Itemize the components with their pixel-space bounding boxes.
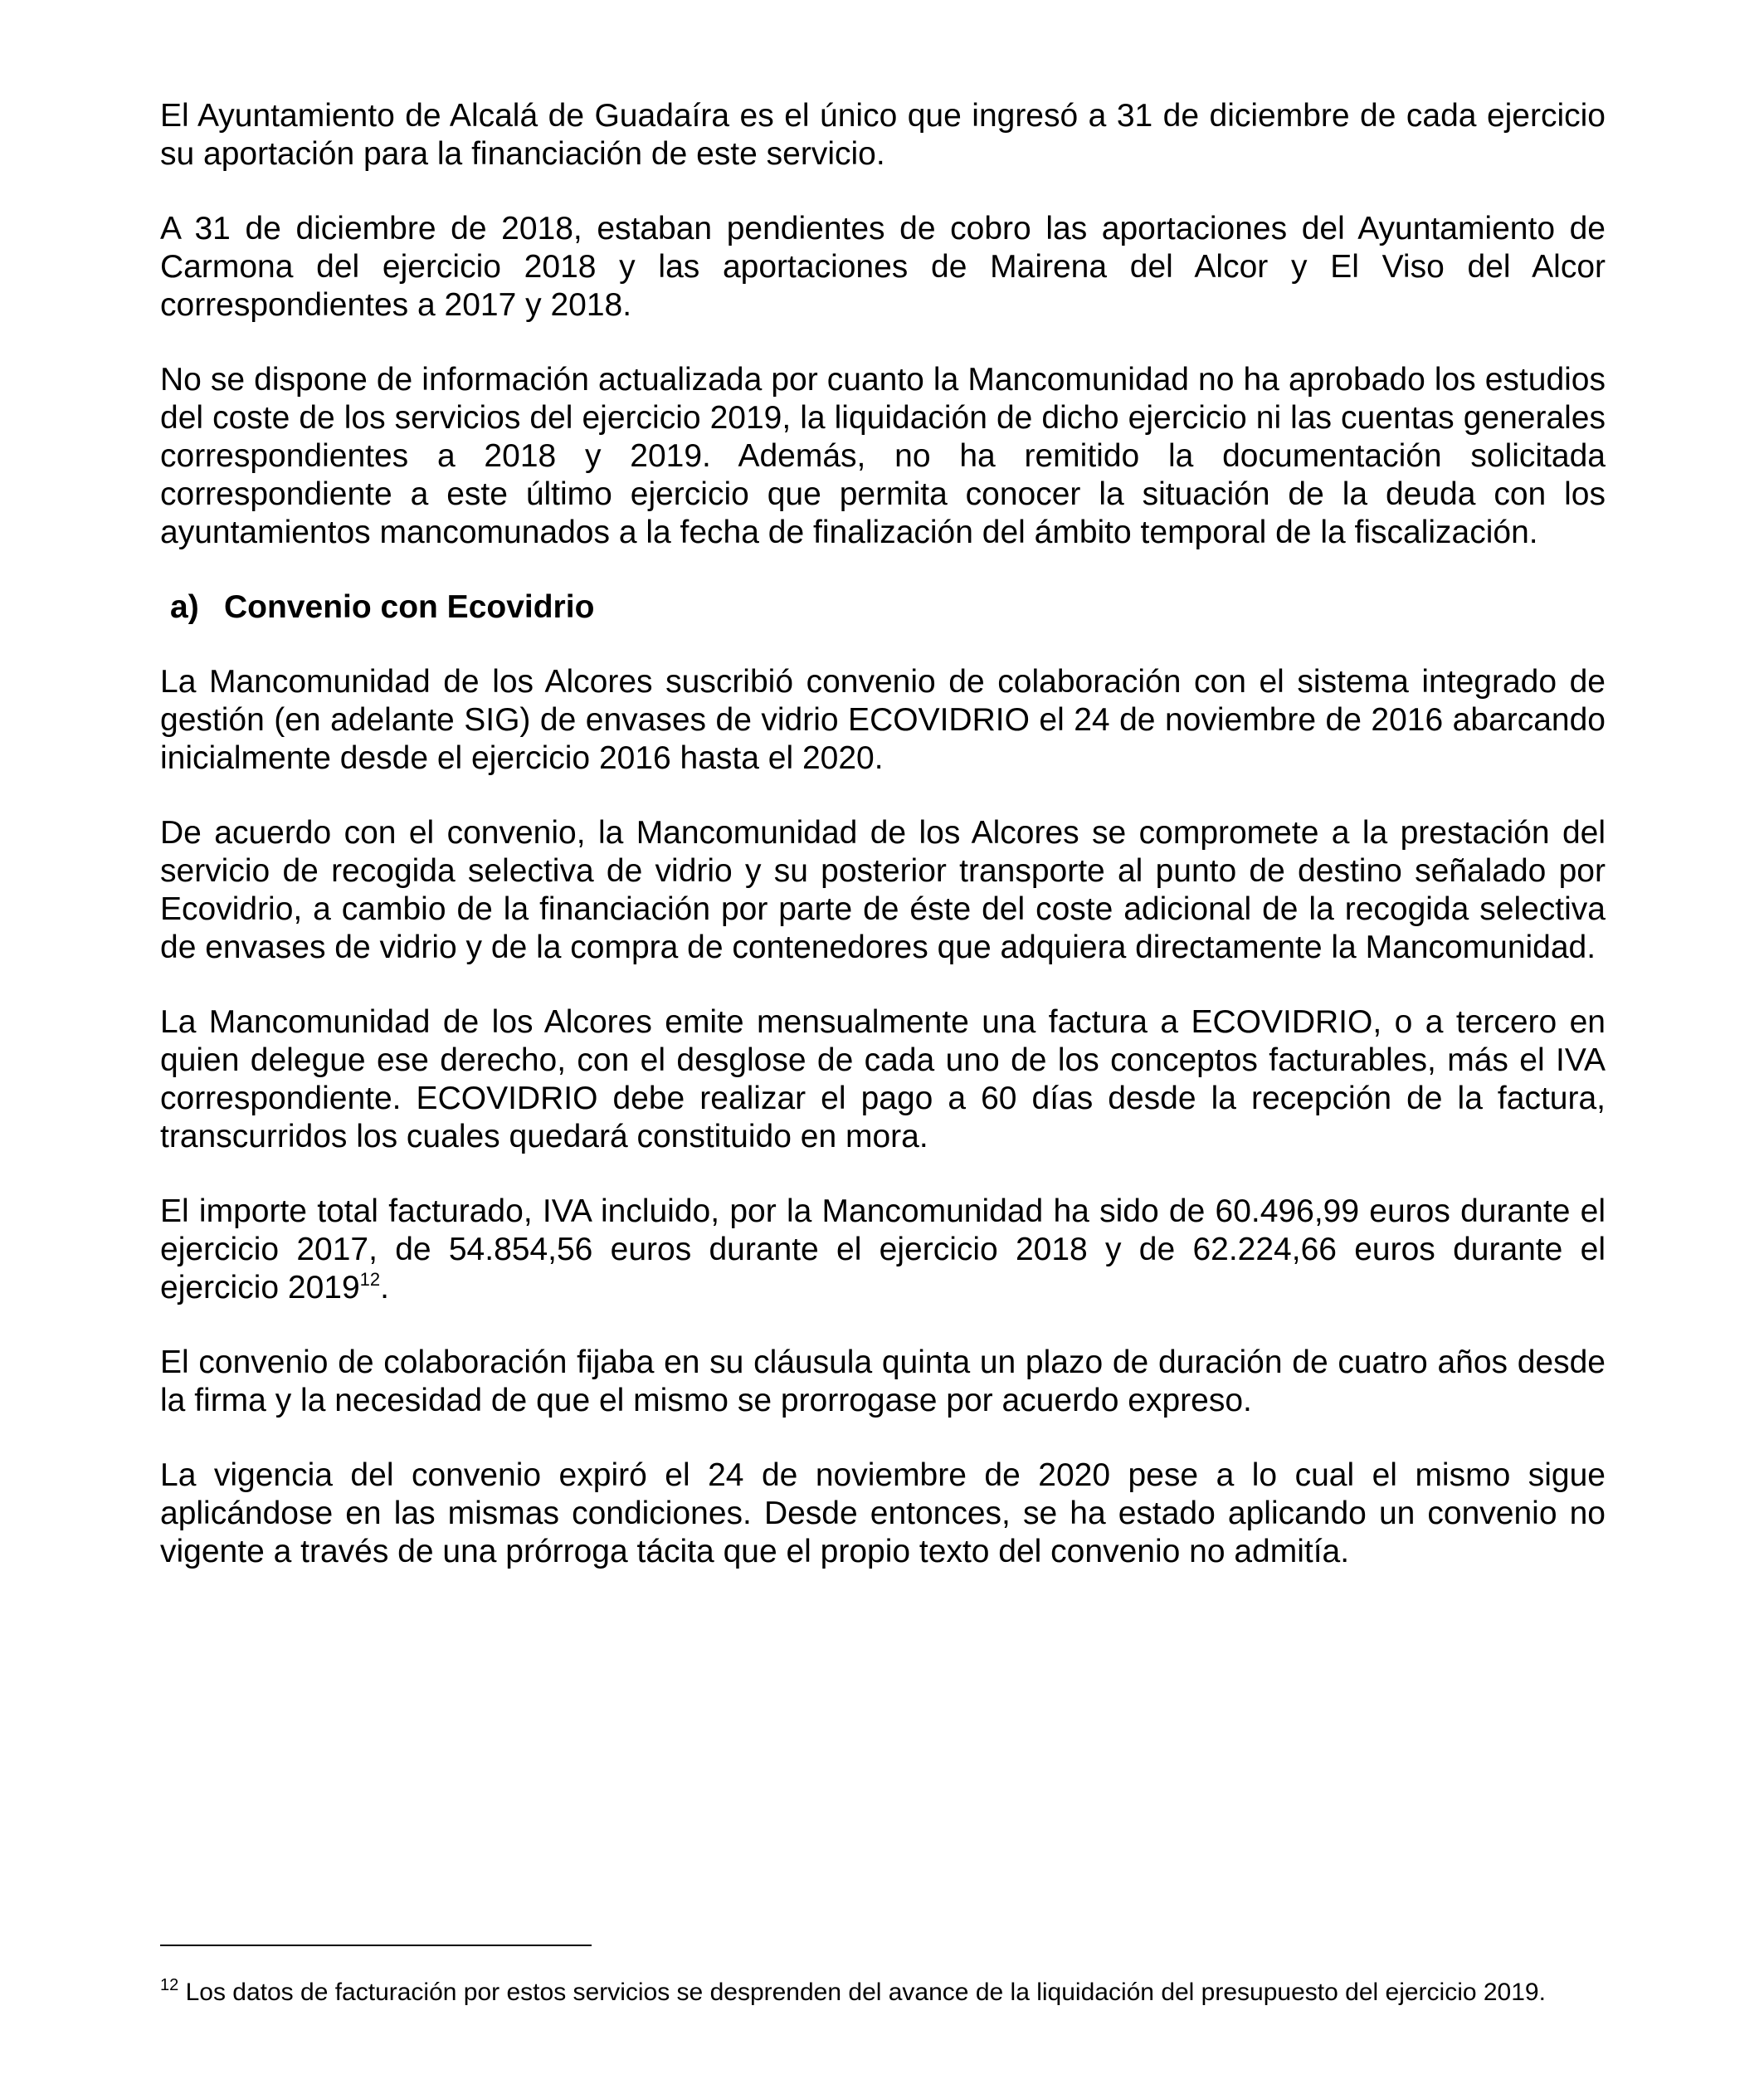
invoiced-amounts-end: .: [380, 1270, 389, 1305]
footnote-separator: [160, 1945, 592, 1946]
paragraph-agreement-duration: El convenio de colaboración fijaba en su cláusula quinta un plazo de duración de cuatro años desde la firma y la necesidad de que el mismo se prorrogase por acuerdo expreso.: [160, 1344, 1606, 1418]
paragraph-no-updated-information: No se dispone de información actualizada por cuanto la Mancomunidad no ha aprobado los estudios del coste de los servicios del ejercicio 2019, la liquidación de dicho ejercicio ni las cuentas generales correspondientes a 2018 y 2019. Además, no ha remitido la documentación solicitada correspondiente a este último ejercicio que permita conocer la situación de la deuda con los ayuntamientos mancomunados a la fecha de finalización del ámbito temporal de la fiscalización.: [160, 362, 1606, 550]
section-heading-title: Convenio con Ecovidrio: [224, 589, 595, 625]
paragraph-agreement-terms: De acuerdo con el convenio, la Mancomunidad de los Alcores se compromete a la prestación del servicio de recogida selectiva de vidrio y su posterior transporte al punto de destino señalado por Ecovidrio, a cambio de la financiación por parte de éste del coste adicional de la recogida selectiva de envases de vidrio y de la compra de contenedores que adquiera directamente la Mancomunidad.: [160, 815, 1606, 965]
footnote-text: Los datos de facturación por estos servicios se desprenden del avance de la liquidación del presupuesto del ejercicio 2019.: [178, 1979, 1546, 2006]
section-heading: [160, 588, 1606, 627]
paragraph-monthly-invoice: La Mancomunidad de los Alcores emite mensualmente una factura a ECOVIDRIO, o a tercero en quien delegue ese derecho, con el desglose de cada uno de los conceptos facturables, más el IVA correspondiente. ECOVIDRIO debe realizar el pago a 60 días desde la recepción de la factura, transcurridos los cuales quedará constituido en mora.: [160, 1004, 1606, 1154]
footnote: [160, 1977, 1606, 2008]
paragraph-alcala-contribution: El Ayuntamiento de Alcalá de Guadaíra es el único que ingresó a 31 de diciembre de cada ejercicio su aportación para la financiación de este servicio.: [160, 98, 1606, 172]
paragraph-agreement-expired: La vigencia del convenio expiró el 24 de noviembre de 2020 pese a lo cual el mismo sigue aplicándose en las mismas condiciones. Desde entonces, se ha estado aplicando un convenio no vigente a través de una prórroga tácita que el propio texto del convenio no admitía.: [160, 1457, 1606, 1569]
footnote-number: 12: [160, 1976, 179, 1994]
paragraph-agreement-signed: La Mancomunidad de los Alcores suscribió convenio de colaboración con el sistema integrado de gestión (en adelante SIG) de envases de vidrio ECOVIDRIO el 24 de noviembre de 2016 abarcando inicialmente desde el ejercicio 2016 hasta el 2020.: [160, 664, 1606, 776]
footnote-reference[interactable]: 12: [359, 1269, 381, 1290]
paragraph-pending-contributions: A 31 de diciembre de 2018, estaban pendientes de cobro las aportaciones del Ayuntamiento de Carmona del ejercicio 2018 y las aportaciones de Mairena del Alcor y El Viso del Alcor correspondientes a 2017 y 2018.: [160, 211, 1606, 323]
document-body: [160, 97, 1606, 1608]
paragraph-invoiced-amounts: [160, 1193, 1606, 1307]
section-heading-marker: a): [170, 589, 199, 625]
invoiced-amounts-text: El importe total facturado, IVA incluido, por la Mancomunidad ha sido de 60.496,99 euros durante el ejercicio 2017, de 54.854,56 euros durante el ejercicio 2018 y de 62.224,66 euros durante el ejercicio 2019: [160, 1193, 1606, 1305]
